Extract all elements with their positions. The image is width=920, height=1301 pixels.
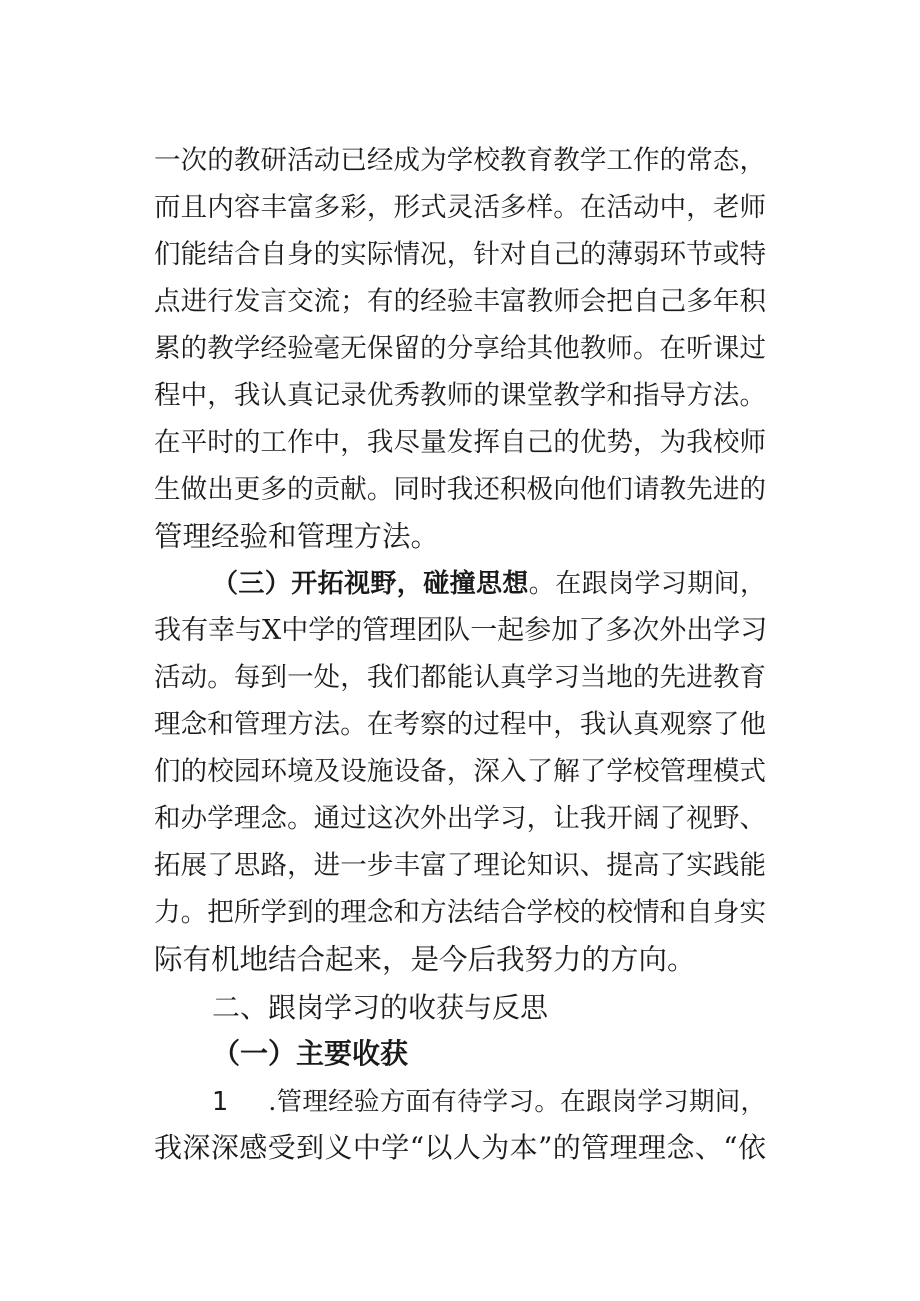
paragraph2-line-8: 际有机地结合起来，是今后我努力的方向。 (154, 943, 696, 976)
paragraph1-line-8: 生做出更多的贡献。同时我还积极向他们请教先进的 (154, 474, 766, 505)
paragraph1-line-4: 点进行发言交流；有的经验丰富教师会把自己多年积 (154, 286, 766, 317)
paragraph3-first-line-rest: .管理经验方面有待学习。在跟岗学习期间， (268, 1087, 766, 1117)
paragraph2-line-1: 我有幸与X中学的管理团队一起参加了多次外出学习 (154, 615, 768, 646)
paragraph1-line-3: 们能结合自身的实际情况，针对自己的薄弱环节或特 (154, 239, 766, 270)
paragraph2-line-7: 力。把所学到的理念和方法结合学校的校情和自身实 (154, 897, 766, 928)
paragraph1-line-7: 在平时的工作中，我尽量发挥自己的优势，为我校师 (154, 427, 766, 458)
paragraph2-first-line (212, 564, 766, 604)
paragraph1-line-1: 一次的教研活动已经成为学校教育教学工作的常态， (154, 145, 766, 176)
section-heading: 二、跟岗学习的收获与反思 (212, 991, 549, 1024)
paragraph3-number: 1 (212, 1087, 229, 1117)
paragraph2-line-3: 理念和管理方法。在考察的过程中，我认真观察了他 (154, 709, 766, 740)
paragraph1-line-6: 程中，我认真记录优秀教师的课堂教学和指导方法。 (154, 380, 766, 411)
paragraph2-line-2: 活动。每到一处，我们都能认真学习当地的先进教育 (154, 662, 766, 693)
paragraph2-line-5: 和办学理念。通过这次外出学习，让我开阔了视野、 (154, 803, 766, 834)
paragraph1-line-5: 累的教学经验毫无保留的分享给其他教师。在听课过 (154, 333, 766, 364)
paragraph2-line-4: 们的校园环境及设施设备，深入了解了学校管理模式 (154, 756, 766, 787)
paragraph3-line-1: 我深深感受到义中学“以人为本”的管理理念、“依 (154, 1131, 766, 1164)
paragraph2-heading: （三）开拓视野，碰撞思想 (212, 569, 529, 599)
subsection-heading: （一）主要收获 (212, 1037, 409, 1070)
paragraph2-line-6: 拓展了思路，进一步丰富了理论知识、提高了实践能 (154, 850, 766, 881)
paragraph1-line-9: 管理经验和管理方法。 (154, 520, 440, 553)
paragraph3-first-line (212, 1082, 766, 1122)
paragraph2-first-line-rest: 。在跟岗学习期间， (528, 569, 766, 599)
paragraph1-line-2: 而且内容丰富多彩，形式灵活多样。在活动中，老师 (154, 192, 766, 223)
